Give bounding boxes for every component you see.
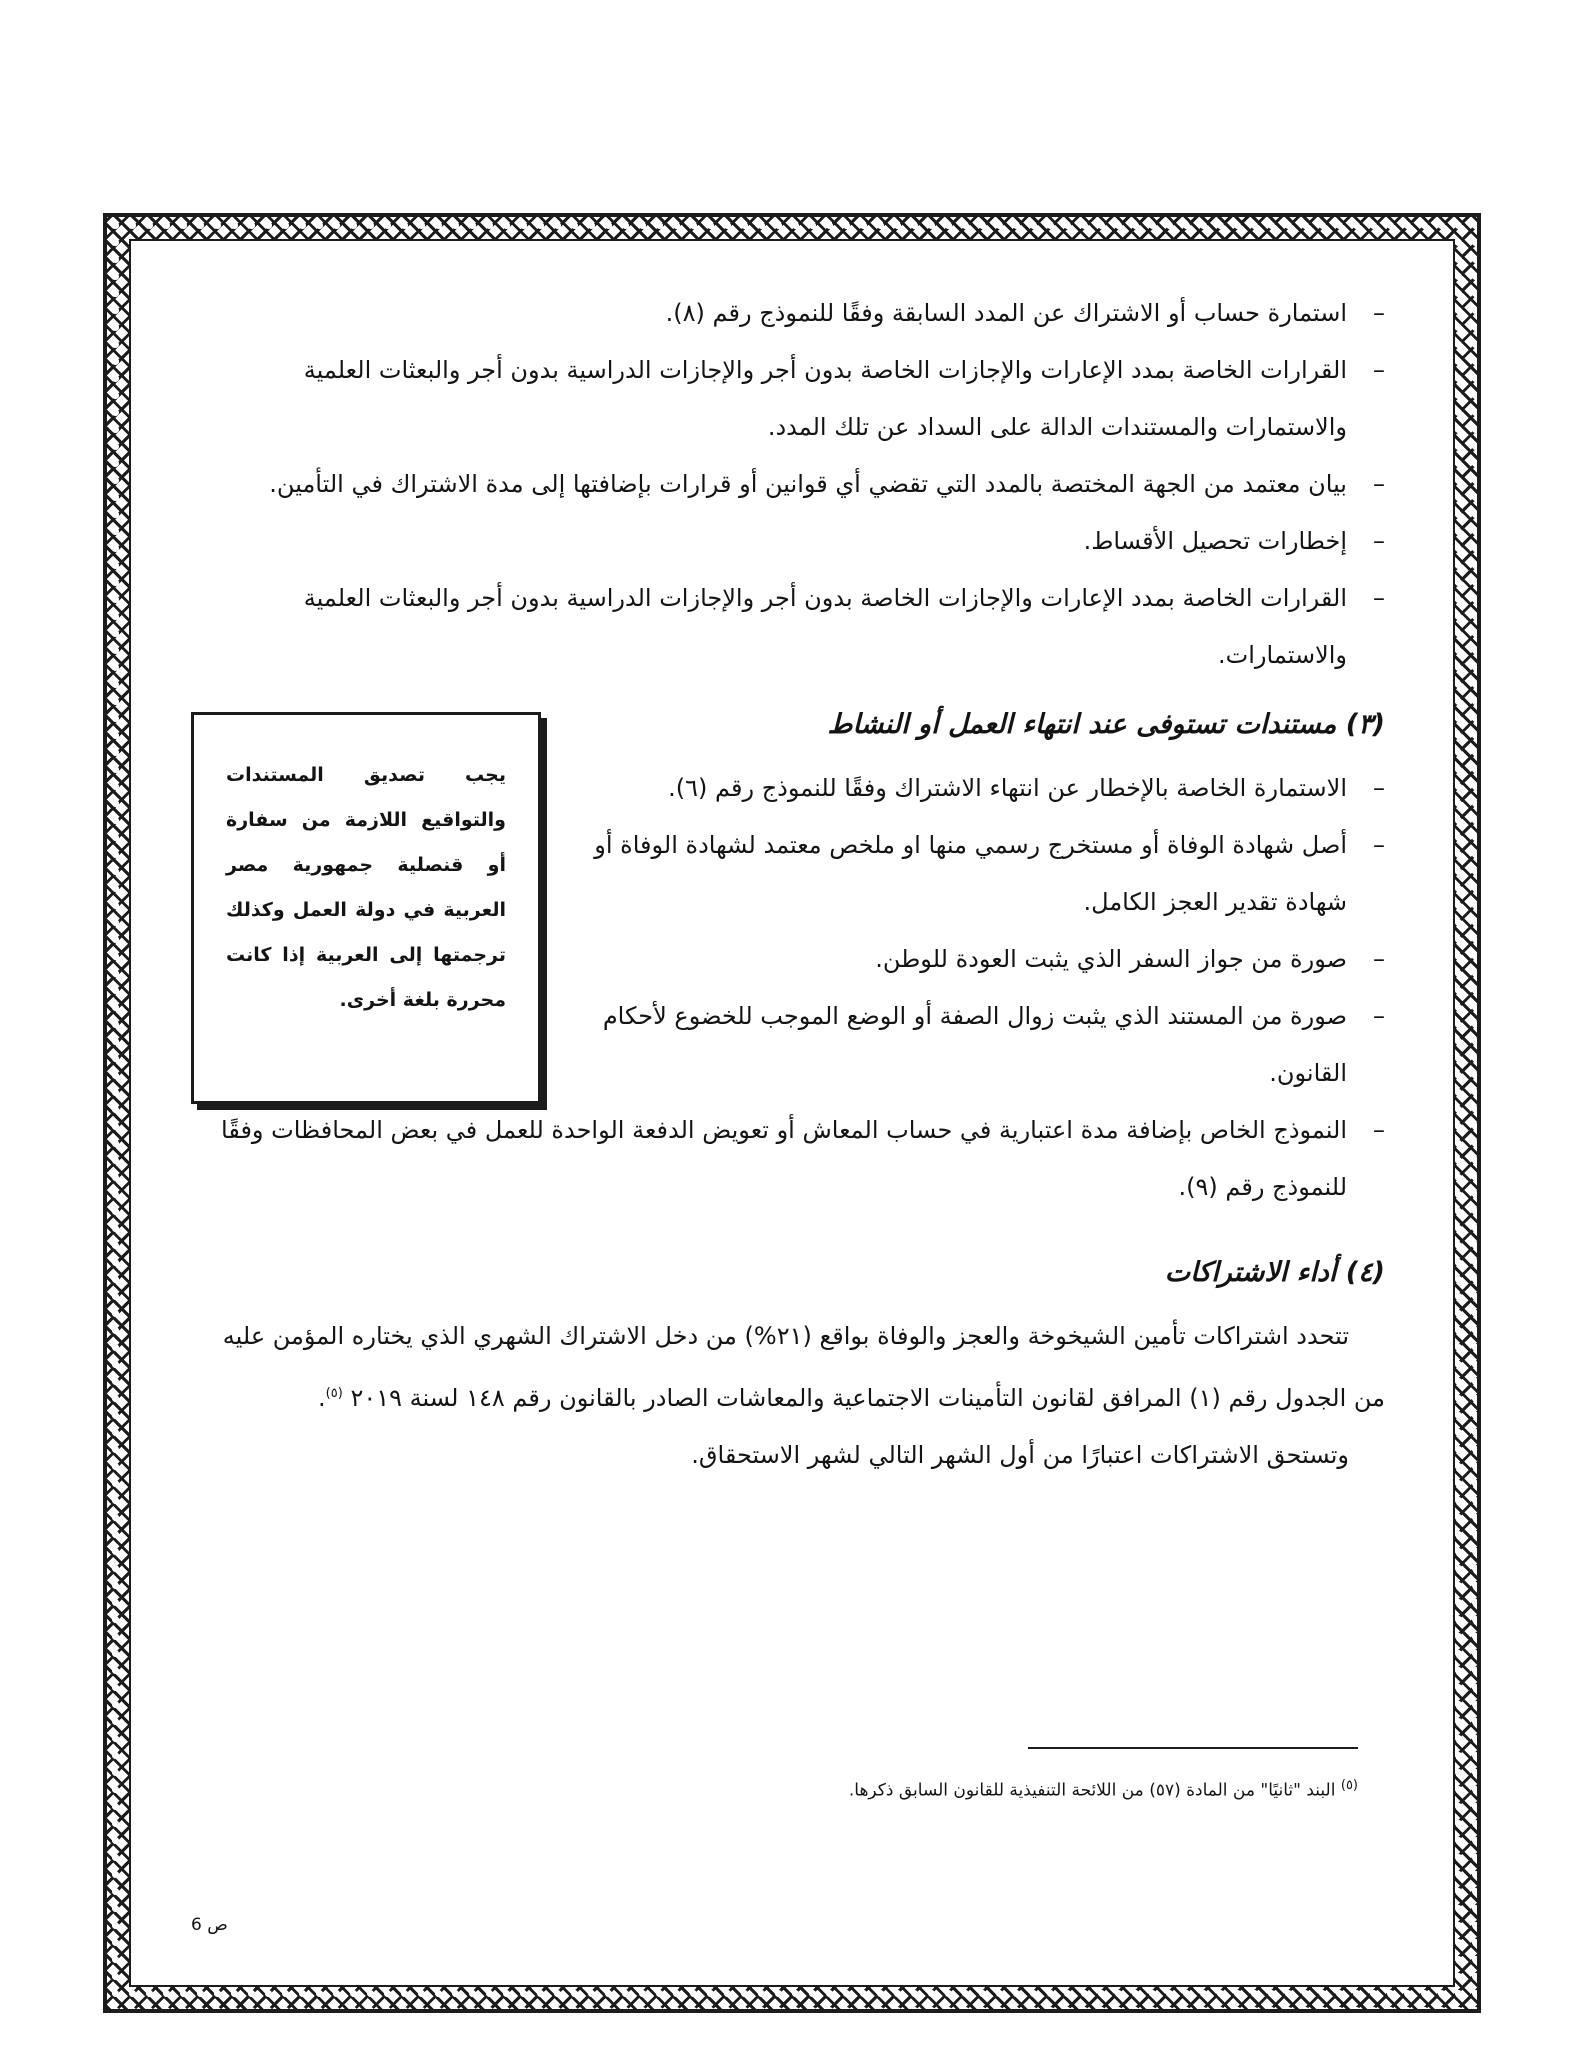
list-item: – أصل شهادة الوفاة أو مستخرج رسمي منها او ملخص معتمد لشهادة الوفاة أو شهادة تقدير العجز الكامل. bbox=[581, 817, 1385, 931]
bullet-dash: – bbox=[1373, 1116, 1385, 1144]
section-3-heading: (٣) مستندات تستوفى عند انتهاء العمل أو النشاط bbox=[827, 709, 1385, 740]
contribution-paragraph: تتحدد اشتراكات تأمين الشيخوخة والعجز والوفاة بواقع (٢١%) من دخل الاشتراك الشهري الذي يختاره المؤمن عليه من الجدول رقم (١) المرافق لقانون التأمينات الاجتماعية والمعاشات الصادر بالقانون رقم ١٤٨ لسنة ٢٠١٩ $^{(٥)}$. bbox=[222, 1322, 1385, 1412]
footnote-marker: (٥) bbox=[1340, 1778, 1358, 1793]
section-4 bbox=[191, 1238, 1385, 1484]
list-item: – القرارات الخاصة بمدد الإعارات والإجازات الخاصة بدون أجر والإجازات الدراسية بدون أجر والبعثات العلمية والاستمارات والمستندات الدالة على السداد عن تلك المدد. bbox=[191, 342, 1385, 456]
entitlement-paragraph: وتستحق الاشتراكات اعتبارًا من أول الشهر التالي لشهر الاستحقاق. bbox=[691, 1441, 1349, 1469]
section-3-list bbox=[581, 760, 1385, 1102]
bullet-dash: – bbox=[1373, 1002, 1385, 1030]
documents-list-continued bbox=[191, 285, 1385, 684]
bullet-dash: – bbox=[1373, 945, 1385, 973]
section-3 bbox=[191, 690, 1385, 1216]
list-item: – بيان معتمد من الجهة المختصة بالمدد التي تقضي أي قوانين أو قرارات بإضافتها إلى مدة الاشتراك في التأمين. bbox=[191, 456, 1385, 513]
note-box: يجب تصديق المستندات والتواقيع اللازمة من سفارة أو قنصلية جمهورية مصر العربية في دولة العمل وكذلك ترجمتها إلى العربية إذا كانت محررة بلغة أخرى. bbox=[191, 712, 541, 1104]
list-item: – إخطارات تحصيل الأقساط. bbox=[191, 513, 1385, 570]
document-body bbox=[191, 285, 1385, 1484]
bullet-dash: – bbox=[1373, 299, 1385, 327]
footnote-area bbox=[158, 1747, 1358, 1806]
bullet-dash: – bbox=[1373, 356, 1385, 384]
footnote: $^{(٥)}$ البند "ثانيًا" من المادة (٥٧) من اللائحة التنفيذية للقانون السابق ذكرها. bbox=[848, 1778, 1358, 1801]
list-item: – صورة من المستند الذي يثبت زوال الصفة أو الوضع الموجب للخضوع لأحكام القانون. bbox=[581, 988, 1385, 1102]
footnote-divider bbox=[1028, 1747, 1358, 1749]
bullet-dash: – bbox=[1373, 584, 1385, 612]
list-item: – استمارة حساب أو الاشتراك عن المدد السابقة وفقًا للنموذج رقم (٨). bbox=[191, 285, 1385, 342]
bullet-dash: – bbox=[1373, 774, 1385, 802]
section-4-heading: (٤) أداء الاشتراكات bbox=[1164, 1257, 1385, 1288]
list-item: – صورة من جواز السفر الذي يثبت العودة للوطن. bbox=[581, 931, 1385, 988]
bullet-dash: – bbox=[1373, 470, 1385, 498]
list-item: – النموذج الخاص بإضافة مدة اعتبارية في حساب المعاش أو تعويض الدفعة الواحدة للعمل في بعض المحافظات وفقًا للنموذج رقم (٩). bbox=[191, 1102, 1385, 1216]
page-content-area bbox=[129, 239, 1455, 1987]
footnote-ref: (٥) bbox=[325, 1386, 343, 1401]
list-item: – الاستمارة الخاصة بالإخطار عن انتهاء الاشتراك وفقًا للنموذج رقم (٦). bbox=[581, 760, 1385, 817]
section-3-list-wide bbox=[191, 1102, 1385, 1216]
decorative-frame bbox=[103, 213, 1481, 2013]
list-item: – القرارات الخاصة بمدد الإعارات والإجازات الخاصة بدون أجر والإجازات الدراسية بدون أجر والبعثات العلمية والاستمارات. bbox=[191, 570, 1385, 684]
bullet-dash: – bbox=[1373, 527, 1385, 555]
bullet-dash: – bbox=[1373, 831, 1385, 859]
page-number: ص 6 bbox=[191, 1915, 228, 1935]
section-3-body bbox=[581, 690, 1385, 1102]
